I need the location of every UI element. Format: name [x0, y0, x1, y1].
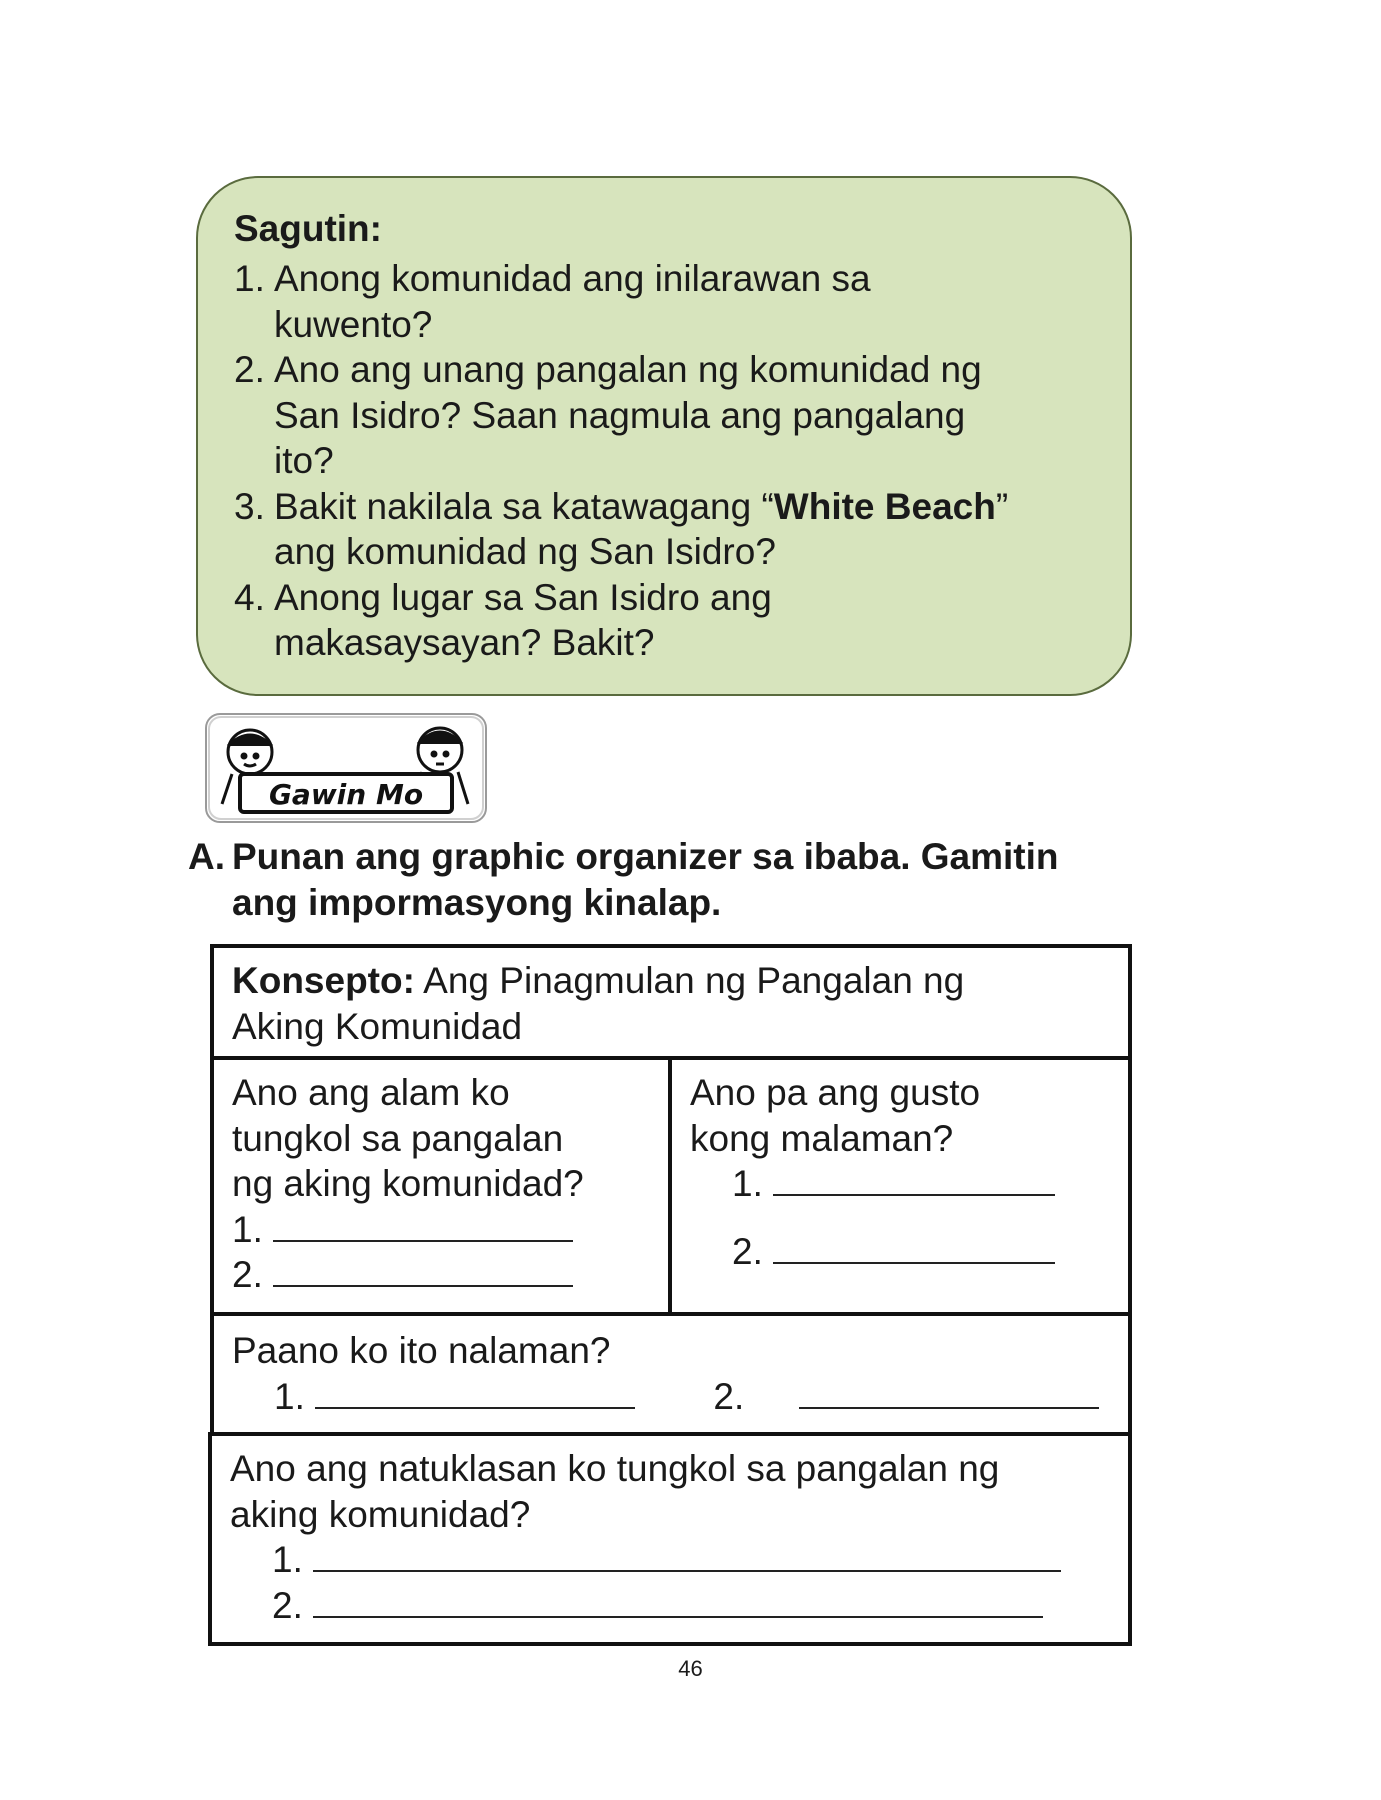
- gawin-mo-logo: [204, 712, 488, 824]
- question-1: 1. Anong komunidad ang inilarawan sa kuwento?: [234, 258, 871, 345]
- logo-text: Gawin Mo: [268, 778, 424, 811]
- section-a-instruction: A. Punan ang graphic organizer sa ibaba. Gamitin ang impormasyong kinalap.: [188, 836, 1059, 923]
- sagutin-title: Sagutin:: [234, 208, 382, 249]
- konsepto-label: Konsepto:: [232, 960, 415, 1001]
- gusto-cell: Ano pa ang gusto kong malaman? 1. 2.: [668, 1056, 1132, 1316]
- answer-blank[interactable]: [313, 1540, 1061, 1572]
- natuklasan-cell: Ano ang natuklasan ko tungkol sa pangalan ng aking komunidad? 1. 2.: [208, 1432, 1132, 1646]
- white-beach-term: White Beach: [773, 485, 996, 527]
- answer-blank[interactable]: [313, 1586, 1043, 1618]
- answer-blank[interactable]: [773, 1232, 1055, 1264]
- answer-blank[interactable]: [799, 1377, 1099, 1409]
- question-3: 3. Bakit nakilala sa katawagang “White Beach” ang komunidad ng San Isidro?: [234, 485, 1009, 572]
- question-4: 4. Anong lugar sa San Isidro ang makasaysayan? Bakit?: [234, 576, 772, 663]
- konsepto-cell: Konsepto: Ang Pinagmulan ng Pangalan ng Aking Komunidad: [210, 944, 1132, 1060]
- answer-blank[interactable]: [773, 1164, 1055, 1196]
- page-number: 46: [678, 1656, 703, 1681]
- alam-cell: Ano ang alam ko tungkol sa pangalan ng aking komunidad? 1. 2.: [210, 1056, 672, 1316]
- sagutin-question-list: [234, 256, 1114, 666]
- question-2: 2. Ano ang unang pangalan ng komunidad ng San Isidro? Saan nagmula ang pangalang ito?: [234, 349, 982, 481]
- answer-blank[interactable]: [273, 1255, 573, 1287]
- answer-blank[interactable]: [315, 1377, 635, 1409]
- answer-blank[interactable]: [273, 1210, 573, 1242]
- paano-cell: Paano ko ito nalaman? 1. 2.: [210, 1312, 1132, 1436]
